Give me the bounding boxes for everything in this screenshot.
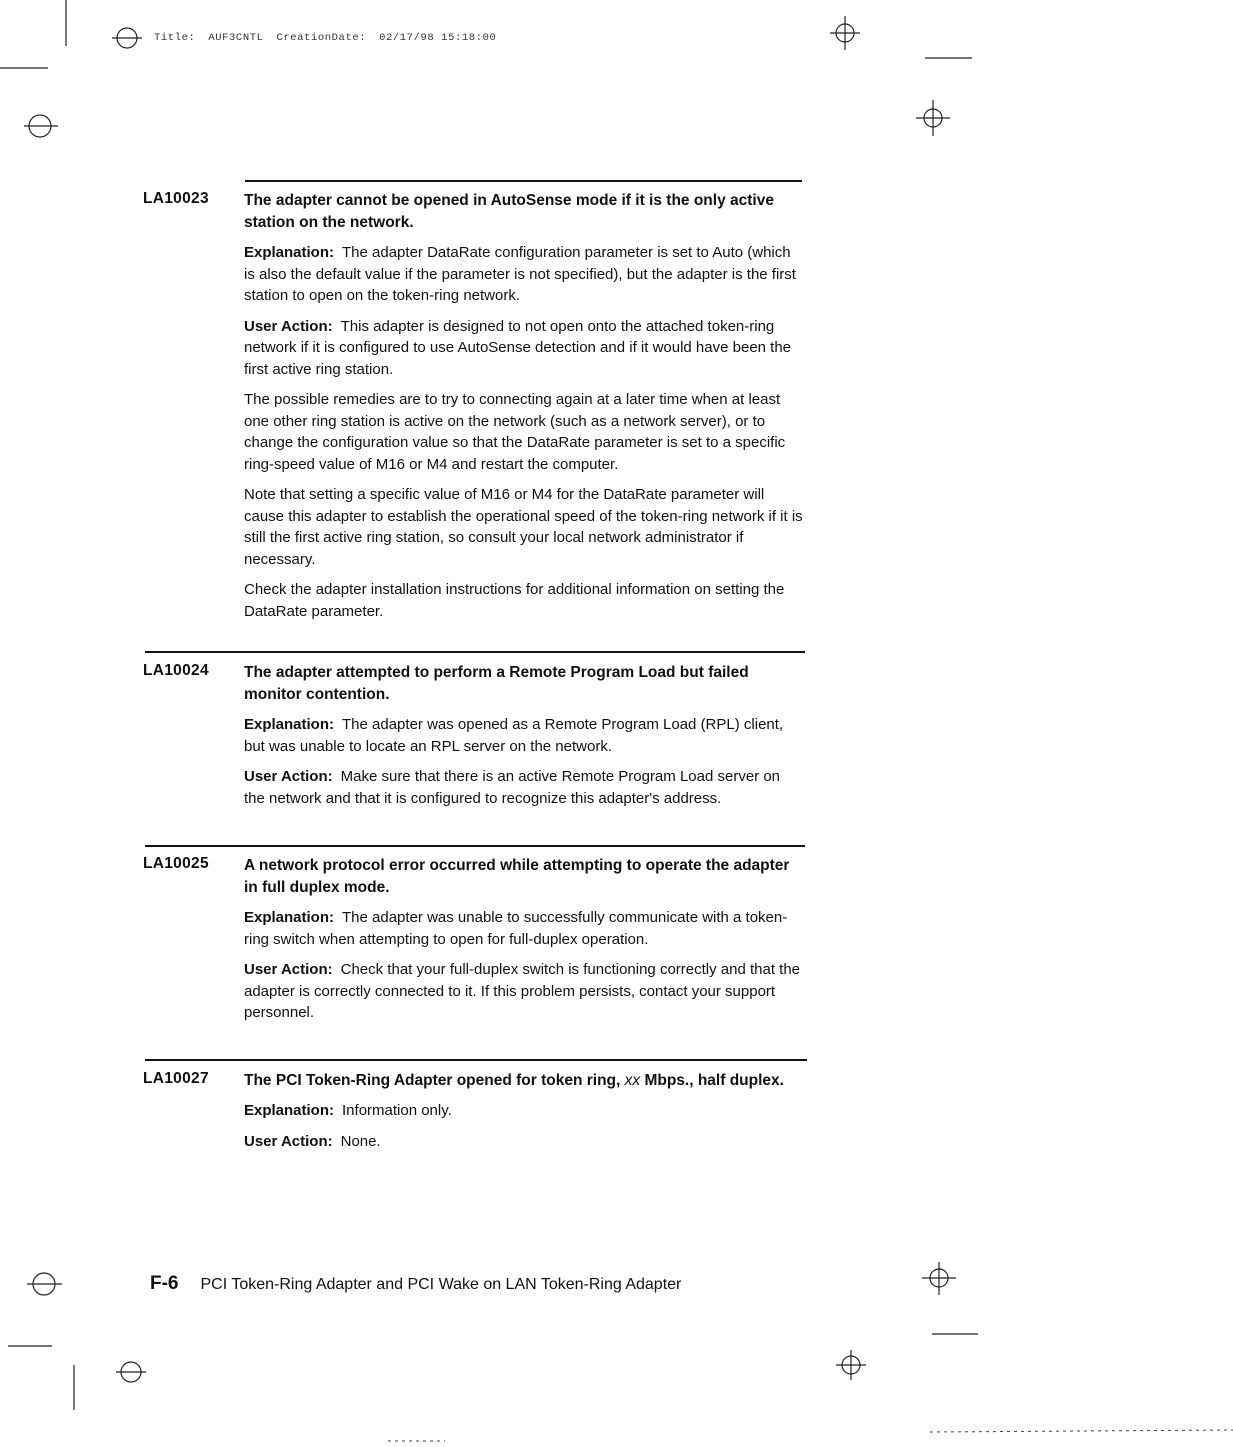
- user-action-text: Make sure that there is an active Remote Program Load server on the network and that it is configured to recognize this adapter's address.: [244, 768, 781, 807]
- message-code: LA10025: [143, 855, 209, 872]
- reference-paragraph: Check the adapter installation instructions for additional information on setting the DataRate parameter.: [244, 581, 785, 620]
- explanation: [244, 242, 804, 307]
- message-body: [244, 1070, 804, 1152]
- user-action-text: Check that your full-duplex switch is functioning correctly and that the adapter is correctly connected to it. If this problem persists, contact your support personnel.: [244, 961, 801, 1021]
- header-date-label: CreationDate:: [276, 32, 367, 44]
- user-action-label: User Action:: [244, 961, 333, 978]
- message-title: A network protocol error occurred while attempting to operate the adapter in full duplex mode.: [244, 857, 790, 896]
- message-body: [244, 662, 804, 809]
- header-title-label: Title:: [154, 32, 196, 44]
- explanation-label: Explanation:: [244, 909, 335, 926]
- crosshair-icon: [924, 109, 942, 127]
- page-number: F-6: [150, 1273, 179, 1294]
- note-paragraph: Note that setting a specific value of M16 or M4 for the DataRate parameter will cause this adapter to establish the operational speed of the token-ring network if it is still the first active ring station, so consult your local network administrator if necessary.: [244, 486, 803, 568]
- message-entry: [143, 1070, 807, 1161]
- entry-divider: [145, 1059, 807, 1061]
- message-entry: [143, 190, 807, 631]
- message-title: The adapter cannot be opened in AutoSense mode if it is the only active station on the network.: [244, 192, 774, 231]
- explanation-text: The adapter DataRate configuration parameter is set to Auto (which is also the default value if the parameter is not specified), but the adapter is the first station to open on the token-ring network.: [244, 244, 796, 304]
- message-code: LA10023: [143, 190, 209, 207]
- user-action-label: User Action:: [244, 768, 333, 785]
- entry-divider: [145, 845, 805, 847]
- page-footer: [150, 1273, 681, 1295]
- book-title: PCI Token-Ring Adapter and PCI Wake on LAN Token-Ring Adapter: [200, 1276, 682, 1293]
- user-action-label: User Action:: [244, 1132, 333, 1150]
- message-code: LA10027: [143, 1070, 209, 1087]
- explanation: [244, 1100, 804, 1122]
- message-body: [244, 190, 804, 622]
- user-action: [244, 959, 804, 1024]
- page-header: [154, 32, 496, 44]
- explanation-text: Information only.: [342, 1102, 452, 1119]
- message-code: LA10024: [143, 662, 209, 679]
- explanation-label: Explanation:: [244, 716, 335, 733]
- user-action-text: None.: [340, 1132, 381, 1150]
- registration-circle-icon: [33, 1273, 55, 1295]
- crosshair-icon: [842, 1356, 860, 1374]
- message-entry: [143, 662, 807, 818]
- registration-circle-icon: [117, 28, 137, 48]
- message-title: [244, 1070, 804, 1092]
- registration-circle-icon: [121, 1362, 141, 1382]
- explanation-label: Explanation:: [244, 1102, 335, 1119]
- user-action-text: This adapter is designed to not open onto the attached token-ring network if it is configured to use AutoSense detection and if it would have been the first active ring station.: [244, 317, 792, 378]
- explanation-text: The adapter was unable to successfully communicate with a token-ring switch when attempting to open for full-duplex operation.: [244, 909, 788, 948]
- header-title-value: AUF3CNTL: [208, 32, 264, 44]
- explanation-text: The adapter was opened as a Remote Program Load (RPL) client, but was unable to locate an RPL server on the network.: [244, 716, 784, 755]
- crosshair-icon: [930, 1269, 948, 1287]
- explanation: [244, 907, 804, 950]
- user-action-label: User Action:: [244, 317, 333, 335]
- header-date-value: 02/17/98 15:18:00: [379, 32, 497, 44]
- entry-divider: [145, 651, 805, 653]
- title-part-2: Mbps., half duplex.: [644, 1072, 784, 1089]
- user-action: [244, 1131, 804, 1153]
- title-part-1: The PCI Token-Ring Adapter opened for token ring,: [244, 1072, 621, 1089]
- explanation: [244, 714, 804, 757]
- message-body: [244, 855, 804, 1024]
- entry-divider: [245, 180, 802, 182]
- message-title: The adapter attempted to perform a Remote Program Load but failed monitor contention.: [244, 664, 749, 703]
- registration-circle-icon: [29, 115, 51, 137]
- remedy-paragraph: The possible remedies are to try to connecting again at a later time when at least one other ring station is active on the network (such as a network server), or to change the configuration value so that the DataRate parameter is set to a specific ring-speed value of M16 or M4 and restart the computer.: [244, 391, 786, 473]
- message-entry: [143, 855, 807, 1033]
- scan-artifact-line: [930, 1430, 1233, 1432]
- user-action: [244, 766, 804, 809]
- title-variable: xx: [624, 1072, 641, 1089]
- user-action: [244, 316, 804, 381]
- crosshair-icon: [836, 24, 854, 42]
- explanation-label: Explanation:: [244, 244, 335, 261]
